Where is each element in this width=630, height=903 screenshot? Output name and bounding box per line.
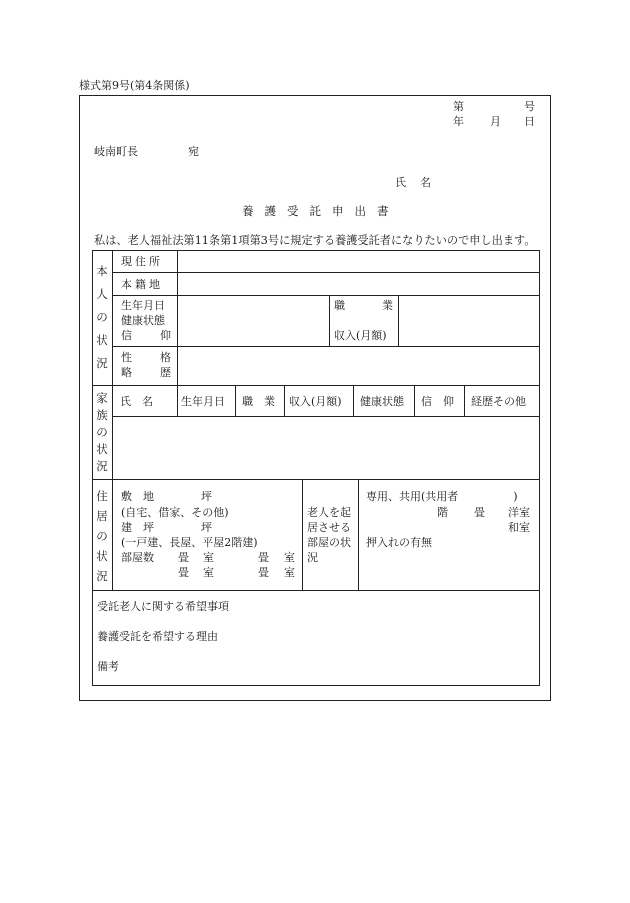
floor-unit: 階 <box>437 506 448 519</box>
room-unit: 室 <box>203 566 214 579</box>
ownership-type: (自宅、借家、その他) <box>121 506 229 519</box>
personality-label-2: 格 <box>160 351 171 364</box>
tatami-unit: 畳 <box>258 566 269 579</box>
form-id: 様式第9号(第4条関係) <box>79 79 190 92</box>
income-label: 収入(月額) <box>334 329 387 342</box>
tatami-unit: 畳 <box>258 551 269 564</box>
applicant-name-label-2: 名 <box>420 176 431 189</box>
room-unit: 室 <box>284 551 295 564</box>
col-line <box>177 250 178 385</box>
col-line <box>302 479 303 590</box>
family-section-label: 家 族 の 状 況 <box>96 391 108 473</box>
reason-label: 養護受託を希望する理由 <box>97 630 218 643</box>
col-line <box>353 385 354 416</box>
domicile-label: 本籍地 <box>121 278 163 291</box>
addressee-name: 岐南町長 <box>94 145 138 158</box>
col-line <box>398 295 399 346</box>
room-unit: 室 <box>284 566 295 579</box>
number-label-go: 号 <box>524 100 535 113</box>
col-line <box>464 385 465 416</box>
current-address-label: 現住所 <box>121 255 163 268</box>
room-count-label: 部屋数 <box>121 551 154 564</box>
personality-label-1: 性 <box>121 351 132 364</box>
family-col-name: 氏 名 <box>120 395 153 408</box>
family-col-religion: 信 仰 <box>421 395 454 408</box>
family-col-income: 収入(月額) <box>289 395 342 408</box>
addressee-ate: 宛 <box>188 145 199 158</box>
building-type: (一戸建、長屋、平屋2階建) <box>121 536 258 549</box>
family-col-career: 経歴その他 <box>471 395 526 408</box>
section-divider <box>92 385 540 386</box>
family-col-occupation: 職 業 <box>242 395 275 408</box>
birthdate-label: 生年月日 <box>121 299 165 312</box>
label-column-divider <box>112 250 113 590</box>
family-col-birthdate: 生年月日 <box>181 395 225 408</box>
tatami-unit: 畳 <box>178 566 189 579</box>
shared-use-label: 専用、共用(共用者 ) <box>366 490 518 503</box>
col-line <box>358 479 359 590</box>
occupation-label-2: 業 <box>382 299 393 312</box>
elder-room-label-1: 老人を起 <box>307 506 351 519</box>
occupation-label-1: 職 <box>334 299 345 312</box>
site-area-label: 敷 地 <box>121 490 154 503</box>
closet-label: 押入れの有無 <box>366 536 432 549</box>
date-day-label: 日 <box>524 115 535 128</box>
site-area-unit: 坪 <box>201 490 212 503</box>
religion-label-2: 仰 <box>160 329 171 342</box>
remarks-label: 備考 <box>97 660 119 673</box>
building-area-unit: 坪 <box>201 521 212 534</box>
form-title: 養護受託申出書 <box>242 204 400 218</box>
self-section-label: 本 人 の 状 況 <box>96 264 108 370</box>
elder-room-label-3: 部屋の状 <box>307 536 351 549</box>
health-label: 健康状態 <box>121 314 165 327</box>
western-room-label: 洋室 <box>508 506 530 519</box>
col-line <box>329 295 330 346</box>
career-label-2: 歴 <box>160 366 171 379</box>
date-month-label: 月 <box>490 115 501 128</box>
tatami-unit: 畳 <box>178 551 189 564</box>
section-divider <box>92 479 540 480</box>
career-label-1: 略 <box>121 366 132 379</box>
section-divider <box>92 590 540 591</box>
declaration-statement: 私は、老人福祉法第11条第1項第3号に規定する養護受託者になりたいので申し出ます。 <box>94 234 536 247</box>
wishes-label: 受託老人に関する希望事項 <box>97 600 229 613</box>
elder-room-label-2: 居させる <box>307 521 351 534</box>
applicant-name-label-1: 氏 <box>395 176 406 189</box>
row-line <box>112 416 540 417</box>
elder-room-label-4: 況 <box>307 551 318 564</box>
residence-section-label: 住 居 の 状 況 <box>96 489 108 583</box>
col-line <box>414 385 415 416</box>
tatami-unit: 畳 <box>474 506 485 519</box>
number-label-dai: 第 <box>453 100 464 113</box>
japanese-room-label: 和室 <box>508 521 530 534</box>
religion-label-1: 信 <box>121 329 132 342</box>
room-unit: 室 <box>203 551 214 564</box>
col-line <box>235 385 236 416</box>
family-col-health: 健康状態 <box>360 395 404 408</box>
col-line <box>177 385 178 416</box>
building-area-label: 建 坪 <box>121 521 154 534</box>
date-year-label: 年 <box>453 115 464 128</box>
col-line <box>284 385 285 416</box>
